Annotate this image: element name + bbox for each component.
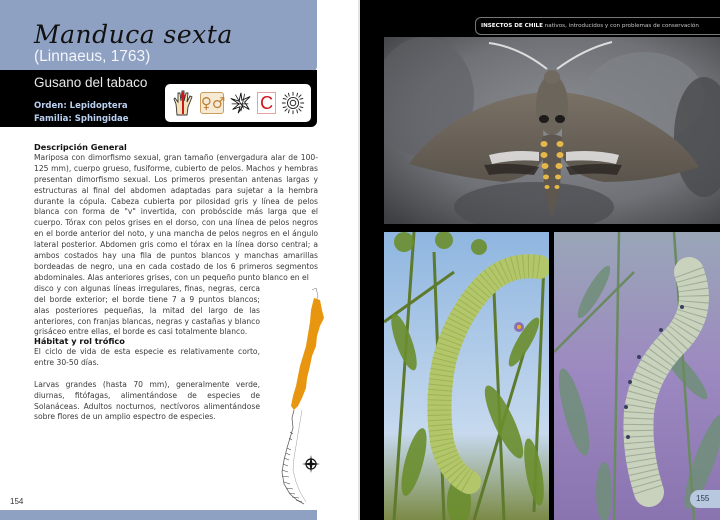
chile-distribution-map: [262, 288, 328, 508]
habitat-heading: Hábitat y rol trófico: [34, 336, 125, 346]
hand-icon: [171, 90, 195, 116]
common-name: Gusano del tabaco: [34, 75, 148, 90]
habitat-paragraph-1: El ciclo de vida de esta especie es relativamente corto, entre 30-50 días.: [34, 346, 260, 367]
conservation-c-icon: C: [257, 92, 276, 114]
gray-larva-photo: [554, 232, 720, 520]
green-larva-photo: [384, 232, 549, 520]
running-head: [475, 17, 720, 35]
plant-feeding-icon: [228, 90, 252, 116]
habitat-section: [34, 336, 260, 423]
adult-moth-photo: [384, 37, 720, 224]
footer-bar: [0, 510, 317, 520]
sun-nocturnal-icon: [281, 90, 305, 116]
sex-symbols-icon: ♀♂: [200, 94, 226, 112]
page-number-left: 154: [10, 497, 24, 506]
habitat-paragraph-2: Larvas grandes (hasta 70 mm), generalmente verde, diurnas, fitófagas, alimentándose de especies de Solanáceas. Adultos nocturnos, nectívoros alimentándose sobre flores de un amplio espectro de especies.: [34, 379, 260, 422]
running-head-subtitle: nativos, introducidos y con problemas de conservación: [542, 23, 699, 29]
running-head-title: INSECTOS DE CHILE: [481, 23, 543, 29]
taxon-order: Orden: Lepidoptera: [34, 101, 128, 111]
page-number-right: 155: [690, 490, 720, 508]
description-body-continued: disco y con algunas líneas irregulares, finas, negras, cerca del borde exterior; el borde tiene 7 a 9 puntos blancos; alas posteriores pequeñas, la mitad del largo de las anteriores, con franjas blancas, negras y castañas y blanco grisáceo entre ellas, el borde es casi totalmente blanco.: [34, 283, 260, 337]
description-heading: Descripción General: [34, 142, 127, 152]
species-scientific-name: Manduca sexta: [34, 20, 233, 49]
taxon-family: Familia: Sphingidae: [34, 114, 129, 124]
right-page: [360, 0, 720, 520]
species-icons: [165, 84, 311, 122]
description-body: Mariposa con dimorfismo sexual, gran tamaño (envergadura alar de 100-125 mm), cuerpo grueso, fusiforme, cubierto de pelos. Machos y hembras presentan dimorfismo sexual. Los primeros presentan antenas largas y estructuras al final del abdomen adaptadas para sujetar a la hembra durante la cópula. Cabeza cubierta por pilosidad gris y línea de pelos blanca con forma de "v" invertida, con probóscide más larga que el cuerpo. Tórax con pelos grises en el dorso, con una línea de pelos negros en el borde anterior del noto, y una mancha de pelos negros en el ángulo lateral posterior. Abdomen gris como el tórax en la línea dorso central; a ambos costados hay una fila de puntos blancos y manchas amarillas bordeadas de negro, una en cada costado de los 6 primeros segmentos abdominales. Alas anteriores grises, con un pequeño punto blanco en el: [34, 152, 318, 282]
species-author: (Linnaeus, 1763): [34, 48, 151, 65]
